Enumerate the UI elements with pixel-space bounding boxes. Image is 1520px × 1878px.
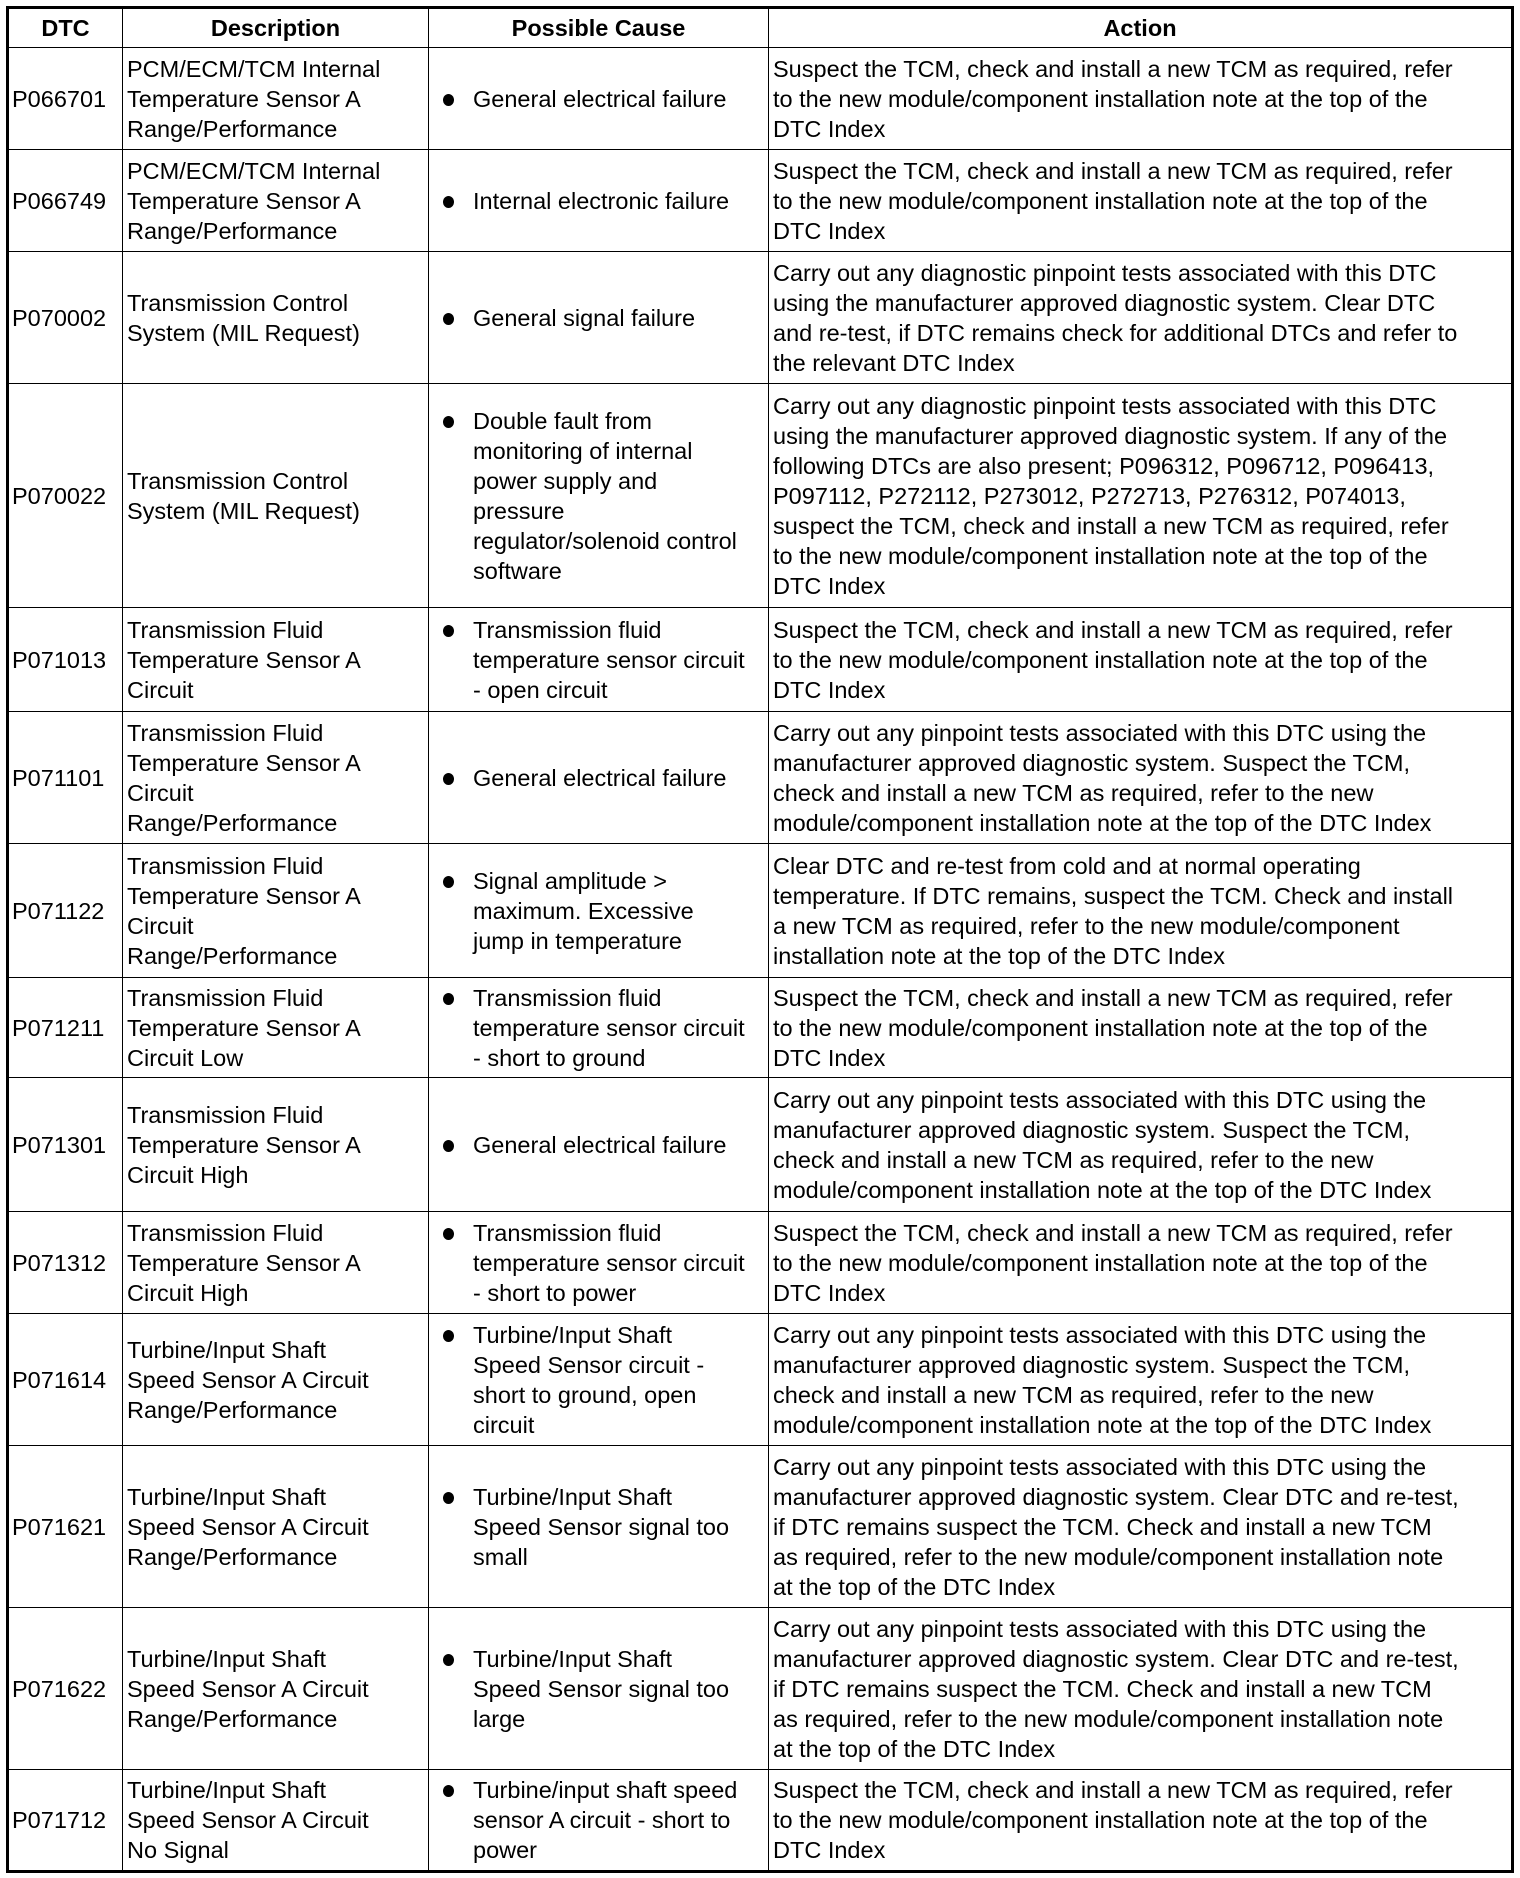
bullet-icon bbox=[443, 993, 454, 1005]
possible-cause: Turbine/input shaft speed sensor A circuit - short to power bbox=[473, 1777, 738, 1863]
dtc-code: P071621 bbox=[8, 1446, 123, 1608]
description: PCM/ECM/TCM Internal Temperature Sensor A Range/Performance bbox=[123, 150, 429, 252]
possible-cause-cell bbox=[429, 384, 769, 608]
possible-cause: General electrical failure bbox=[473, 1131, 727, 1158]
table-row bbox=[8, 1608, 1513, 1770]
bullet-icon bbox=[443, 94, 454, 106]
action: Suspect the TCM, check and install a new TCM as required, refer to the new module/component installation note at the top of the DTC Index bbox=[769, 1212, 1513, 1314]
description: Transmission Fluid Temperature Sensor A Circuit Range/Performance bbox=[123, 712, 429, 844]
dtc-code: P071712 bbox=[8, 1770, 123, 1872]
bullet-icon bbox=[443, 1492, 454, 1504]
table-row bbox=[8, 712, 1513, 844]
table-row bbox=[8, 1078, 1513, 1212]
table-row bbox=[8, 252, 1513, 384]
possible-cause: Transmission fluid temperature sensor circuit - open circuit bbox=[473, 616, 745, 703]
description: Transmission Control System (MIL Request) bbox=[123, 384, 429, 608]
dtc-code: P071101 bbox=[8, 712, 123, 844]
possible-cause: Transmission fluid temperature sensor circuit - short to ground bbox=[473, 984, 745, 1071]
dtc-code: P070022 bbox=[8, 384, 123, 608]
description: Turbine/Input Shaft Speed Sensor A Circuit No Signal bbox=[123, 1770, 429, 1872]
action: Carry out any pinpoint tests associated with this DTC using the manufacturer approved diagnostic system. Suspect the TCM, check and install a new TCM as required, refer to the new module/component installation note at the top of the DTC Index bbox=[769, 712, 1513, 844]
possible-cause: Turbine/Input Shaft Speed Sensor circuit - short to ground, open circuit bbox=[473, 1321, 705, 1438]
table-row bbox=[8, 1446, 1513, 1608]
possible-cause: Turbine/Input Shaft Speed Sensor signal too small bbox=[473, 1483, 730, 1570]
action: Carry out any diagnostic pinpoint tests associated with this DTC using the manufacturer approved diagnostic system. Clear DTC and re-test, if DTC remains check for additional DTCs and refer to the relevant DTC Index bbox=[769, 252, 1513, 384]
action: Carry out any pinpoint tests associated with this DTC using the manufacturer approved diagnostic system. Suspect the TCM, check and install a new TCM as required, refer to the new module/component installation note at the top of the DTC Index bbox=[769, 1078, 1513, 1212]
possible-cause-cell bbox=[429, 608, 769, 712]
description: Transmission Fluid Temperature Sensor A Circuit bbox=[123, 608, 429, 712]
possible-cause: Transmission fluid temperature sensor circuit - short to power bbox=[473, 1219, 745, 1306]
possible-cause-cell bbox=[429, 252, 769, 384]
possible-cause-cell bbox=[429, 1314, 769, 1446]
possible-cause: General electrical failure bbox=[473, 85, 727, 112]
action: Suspect the TCM, check and install a new TCM as required, refer to the new module/component installation note at the top of the DTC Index bbox=[769, 48, 1513, 150]
dtc-code: P066701 bbox=[8, 48, 123, 150]
bullet-icon bbox=[443, 313, 454, 325]
table-row bbox=[8, 48, 1513, 150]
table-row bbox=[8, 608, 1513, 712]
possible-cause-cell bbox=[429, 48, 769, 150]
possible-cause-cell bbox=[429, 1608, 769, 1770]
description: PCM/ECM/TCM Internal Temperature Sensor A Range/Performance bbox=[123, 48, 429, 150]
possible-cause-cell bbox=[429, 1212, 769, 1314]
dtc-code: P071211 bbox=[8, 978, 123, 1078]
bullet-icon bbox=[443, 773, 454, 785]
bullet-icon bbox=[443, 196, 454, 208]
possible-cause: Signal amplitude > maximum. Excessive jump in temperature bbox=[473, 867, 694, 954]
possible-cause: General signal failure bbox=[473, 304, 696, 331]
bullet-icon bbox=[443, 625, 454, 637]
header-action: Action bbox=[769, 8, 1513, 48]
dtc-code: P066749 bbox=[8, 150, 123, 252]
dtc-code: P071122 bbox=[8, 844, 123, 978]
dtc-code: P071622 bbox=[8, 1608, 123, 1770]
table-row bbox=[8, 978, 1513, 1078]
dtc-code: P070002 bbox=[8, 252, 123, 384]
possible-cause: Turbine/Input Shaft Speed Sensor signal too large bbox=[473, 1645, 730, 1732]
possible-cause: Internal electronic failure bbox=[473, 187, 730, 214]
action: Carry out any pinpoint tests associated with this DTC using the manufacturer approved diagnostic system. Suspect the TCM, check and install a new TCM as required, refer to the new module/component installation note at the top of the DTC Index bbox=[769, 1314, 1513, 1446]
possible-cause-cell bbox=[429, 1446, 769, 1608]
table-row bbox=[8, 1314, 1513, 1446]
bullet-icon bbox=[443, 1330, 454, 1342]
possible-cause: General electrical failure bbox=[473, 764, 727, 791]
action: Carry out any pinpoint tests associated with this DTC using the manufacturer approved diagnostic system. Clear DTC and re-test, if DTC remains suspect the TCM. Check and install a new TCM as required, refer to the new module/component installation note at the top of the DTC Index bbox=[769, 1446, 1513, 1608]
action: Suspect the TCM, check and install a new TCM as required, refer to the new module/component installation note at the top of the DTC Index bbox=[769, 608, 1513, 712]
possible-cause-cell bbox=[429, 1770, 769, 1872]
header-row bbox=[8, 8, 1513, 48]
possible-cause-cell bbox=[429, 978, 769, 1078]
description: Turbine/Input Shaft Speed Sensor A Circuit Range/Performance bbox=[123, 1608, 429, 1770]
dtc-code: P071312 bbox=[8, 1212, 123, 1314]
possible-cause-cell bbox=[429, 712, 769, 844]
action: Carry out any pinpoint tests associated with this DTC using the manufacturer approved diagnostic system. Clear DTC and re-test, if DTC remains suspect the TCM. Check and install a new TCM as required, refer to the new module/component installation note at the top of the DTC Index bbox=[769, 1608, 1513, 1770]
action: Suspect the TCM, check and install a new TCM as required, refer to the new module/component installation note at the top of the DTC Index bbox=[769, 978, 1513, 1078]
action: Clear DTC and re-test from cold and at normal operating temperature. If DTC remains, suspect the TCM. Check and install a new TCM as required, refer to the new module/component installation note at the top of the DTC Index bbox=[769, 844, 1513, 978]
description: Transmission Fluid Temperature Sensor A Circuit High bbox=[123, 1212, 429, 1314]
bullet-icon bbox=[443, 416, 454, 428]
header-description: Description bbox=[123, 8, 429, 48]
dtc-code: P071301 bbox=[8, 1078, 123, 1212]
description: Turbine/Input Shaft Speed Sensor A Circuit Range/Performance bbox=[123, 1446, 429, 1608]
table-row bbox=[8, 1212, 1513, 1314]
table-row bbox=[8, 150, 1513, 252]
table-row bbox=[8, 384, 1513, 608]
dtc-code: P071013 bbox=[8, 608, 123, 712]
bullet-icon bbox=[443, 1785, 454, 1797]
dtc-code: P071614 bbox=[8, 1314, 123, 1446]
table-row bbox=[8, 844, 1513, 978]
action: Suspect the TCM, check and install a new TCM as required, refer to the new module/component installation note at the top of the DTC Index bbox=[769, 150, 1513, 252]
bullet-icon bbox=[443, 876, 454, 888]
header-dtc: DTC bbox=[8, 8, 123, 48]
description: Transmission Control System (MIL Request) bbox=[123, 252, 429, 384]
dtc-table bbox=[6, 6, 1514, 1873]
bullet-icon bbox=[443, 1654, 454, 1666]
header-possible-cause: Possible Cause bbox=[429, 8, 769, 48]
table-row bbox=[8, 1770, 1513, 1872]
action: Suspect the TCM, check and install a new TCM as required, refer to the new module/component installation note at the top of the DTC Index bbox=[769, 1770, 1513, 1872]
description: Transmission Fluid Temperature Sensor A Circuit High bbox=[123, 1078, 429, 1212]
bullet-icon bbox=[443, 1228, 454, 1240]
bullet-icon bbox=[443, 1140, 454, 1152]
possible-cause-cell bbox=[429, 1078, 769, 1212]
description: Transmission Fluid Temperature Sensor A Circuit Low bbox=[123, 978, 429, 1078]
description: Turbine/Input Shaft Speed Sensor A Circuit Range/Performance bbox=[123, 1314, 429, 1446]
action: Carry out any diagnostic pinpoint tests associated with this DTC using the manufacturer approved diagnostic system. If any of the following DTCs are also present; P096312, P096712, P096413, P097112, P272112, P273012, P272713, P276312, P074013, suspect the TCM, check and install a new TCM as required, refer to the new module/component installation note at the top of the DTC Index bbox=[769, 384, 1513, 608]
possible-cause-cell bbox=[429, 150, 769, 252]
possible-cause-cell bbox=[429, 844, 769, 978]
description: Transmission Fluid Temperature Sensor A Circuit Range/Performance bbox=[123, 844, 429, 978]
possible-cause: Double fault from monitoring of internal power supply and pressure regulator/solenoid control software bbox=[473, 407, 737, 584]
